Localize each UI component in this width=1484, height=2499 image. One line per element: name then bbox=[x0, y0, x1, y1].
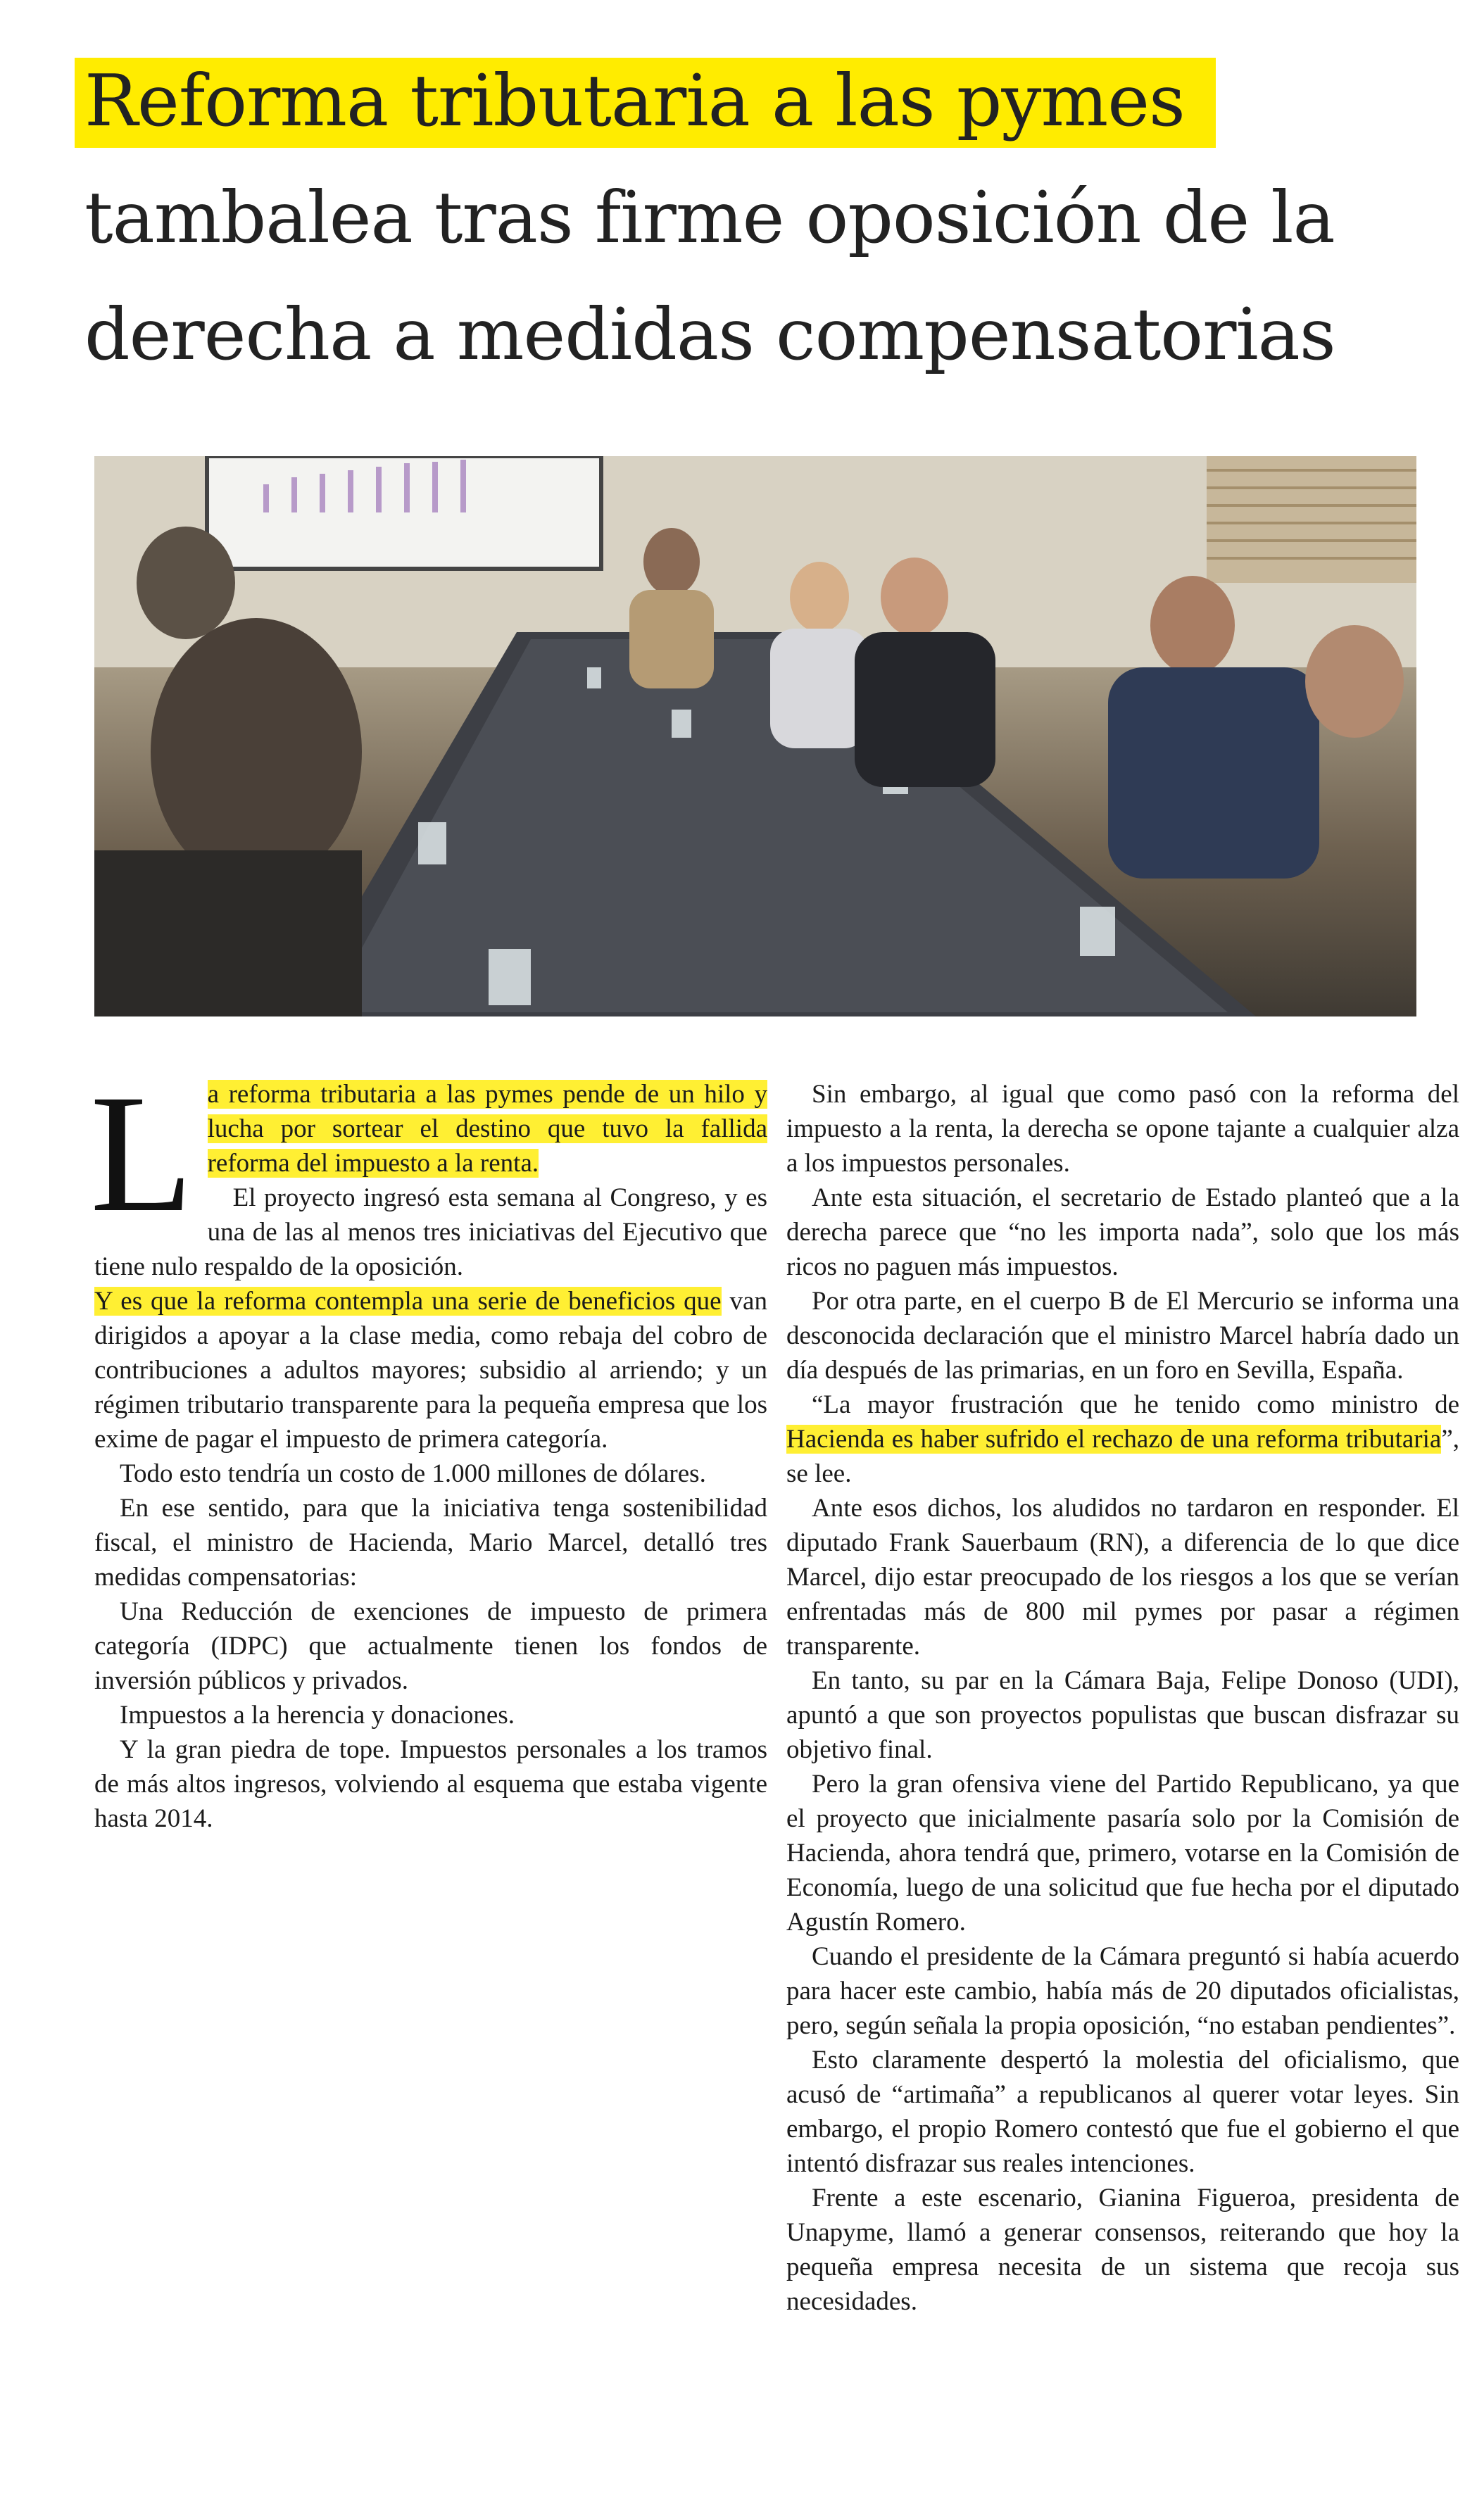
paragraph bbox=[94, 1732, 767, 1836]
paragraph-text: Esto claramente despertó la molestia del oficialismo, que acusó de “artimaña” a republicanos al querer votar leyes. Sin embargo, el propio Romero contestó que fue el gobierno el que intentó disfrazar sus reales intenciones. bbox=[786, 2046, 1459, 2178]
paragraph-text: En ese sentido, para que la iniciativa tenga sostenibilidad fiscal, el ministro de Hacienda, Mario Marcel, detalló tres medidas compensatorias: bbox=[94, 1494, 767, 1592]
paragraph bbox=[786, 1663, 1459, 1767]
highlighted-text: a reforma tributaria a las pymes pende de un hilo y lucha por sortear el destino que tuvo la fallida reforma del impuesto a la renta. bbox=[207, 1080, 767, 1178]
paragraph bbox=[94, 1181, 767, 1284]
paragraph bbox=[786, 1387, 1459, 1491]
paragraph bbox=[94, 1594, 767, 1698]
article-column-2 bbox=[786, 1077, 1459, 2319]
paragraph-text: Por otra parte, en el cuerpo B de El Mercurio se informa una desconocida declaración que el ministro Marcel habría dado un día después de las primarias, en un foro en Sevilla, España. bbox=[786, 1287, 1459, 1385]
paragraph-text: Frente a este escenario, Gianina Figueroa, presidenta de Unapyme, llamó a generar consensos, reiterando que hoy la pequeña empresa necesita de un sistema que recoja sus necesidades. bbox=[786, 2184, 1459, 2316]
paragraph-text: Pero la gran ofensiva viene del Partido Republicano, ya que el proyecto que inicialmente pasaría solo por la Comisión de Hacienda, ahora tendrá que, primero, votarse en la Comisión de Economía, luego de una solicitud que fue hecha por el diputado Agustín Romero. bbox=[786, 1770, 1459, 1937]
paragraph bbox=[94, 1491, 767, 1594]
paragraph bbox=[786, 1181, 1459, 1284]
meeting-photo-illustration bbox=[94, 456, 1416, 1016]
paragraph bbox=[786, 1284, 1459, 1387]
paragraph bbox=[786, 1939, 1459, 2043]
paragraph-text: Cuando el presidente de la Cámara preguntó si había acuerdo para hacer este cambio, había más de 20 diputados oficialistas, pero, según señala la propia oposición, “no estaban pendientes”. bbox=[786, 1942, 1459, 2040]
paragraph bbox=[94, 1698, 767, 1732]
paragraph-text: Impuestos a la herencia y donaciones. bbox=[120, 1701, 515, 1730]
paragraph-text: “La mayor frustración que he tenido como ministro de bbox=[812, 1390, 1459, 1419]
paragraph-text: Ante esta situación, el secretario de Estado planteó que a la derecha parece que “no les importa nada”, solo que los más ricos no paguen más impuestos. bbox=[786, 1183, 1459, 1281]
paragraph bbox=[786, 1491, 1459, 1663]
paragraph-text: Y la gran piedra de tope. Impuestos personales a los tramos de más altos ingresos, volviendo al esquema que estaba vigente hasta 2014. bbox=[94, 1735, 767, 1833]
highlighted-text: Hacienda es haber sufrido el rechazo de una reforma tributaria bbox=[786, 1425, 1442, 1454]
paragraph-text: El proyecto ingresó esta semana al Congreso, y es una de las al menos tres iniciativas del Ejecutivo que tiene nulo respaldo de la oposición. bbox=[94, 1183, 767, 1281]
paragraph-text: Todo esto tendría un costo de 1.000 millones de dólares. bbox=[120, 1459, 706, 1488]
paragraph-text: Ante esos dichos, los aludidos no tardaron en responder. El diputado Frank Sauerbaum (RN), a diferencia de lo que dice Marcel, dijo estar preocupado de los riesgos a los que se verían enfrentadas más de 800 mil pymes por pasar a régimen transparente. bbox=[786, 1494, 1459, 1661]
paragraph bbox=[94, 1284, 767, 1456]
paragraph bbox=[94, 1077, 767, 1181]
article-column-1 bbox=[90, 1059, 767, 1836]
paragraph-text: van dirigidos a apoyar a la clase media, como rebaja del cobro de contribuciones a adultos mayores; subsidio al arriendo; y un régimen tributario transparente para la pequeña empresa que los exime de pagar el impuesto de primera categoría. bbox=[94, 1287, 767, 1454]
paragraph-text: ”, se lee. bbox=[786, 1425, 1459, 1488]
headline-highlighted: Reforma tributaria a las pymes bbox=[75, 58, 1216, 148]
paragraph-text: En tanto, su par en la Cámara Baja, Felipe Donoso (UDI), apuntó a que son proyectos populistas que buscan disfrazar su objetivo final. bbox=[786, 1666, 1459, 1764]
paragraph bbox=[94, 1456, 767, 1491]
article-photo bbox=[94, 456, 1416, 1016]
paragraph-text: Una Reducción de exenciones de impuesto de primera categoría (IDPC) que actualmente tienen los fondos de inversión públicos y privados. bbox=[94, 1597, 767, 1695]
paragraph-text: Sin embargo, al igual que como pasó con la reforma del impuesto a la renta, la derecha se opone tajante a cualquier alza a los impuestos personales. bbox=[786, 1080, 1459, 1178]
paragraph bbox=[786, 2043, 1459, 2181]
paragraph bbox=[786, 2181, 1459, 2319]
headline-rest: tambalea tras firme oposición de la derecha a medidas compensatorias bbox=[84, 176, 1335, 376]
highlighted-text: Y es que la reforma contempla una serie de beneficios que bbox=[94, 1287, 722, 1316]
paragraph bbox=[786, 1767, 1459, 1939]
dropcap: L bbox=[90, 1059, 194, 1247]
headline bbox=[84, 42, 1443, 393]
paragraph bbox=[786, 1077, 1459, 1181]
